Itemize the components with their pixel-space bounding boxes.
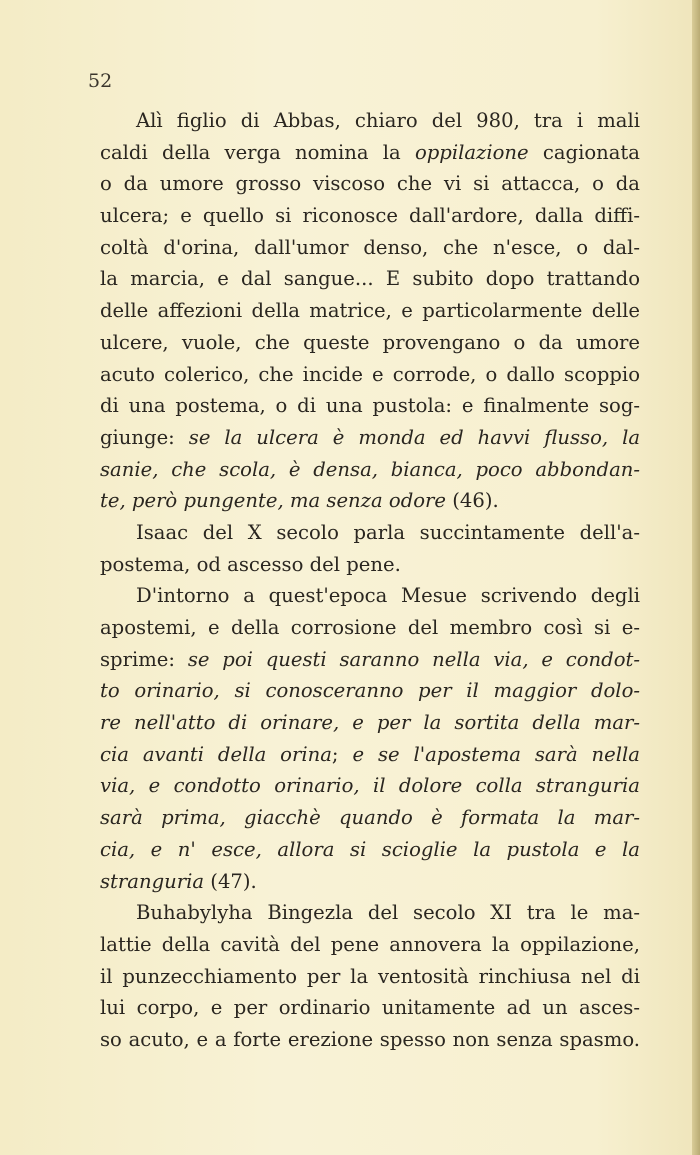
text-line [100,866,640,898]
italic-text: te, però pungente, ma senza odore [100,489,447,513]
text-line [100,485,640,517]
text-segment: (47). [204,869,257,893]
text-segment: lattie della cavità del pene annovera la oppilazione, [100,932,640,956]
text-segment: cagionata [528,140,640,164]
text-line [100,200,640,232]
text-line [100,422,640,454]
text-line [100,517,640,549]
text-line [100,327,640,359]
italic-text: to orinario, si conosceranno per il maggior dolo- [100,679,640,703]
text-line [100,612,640,644]
text-line [100,644,640,676]
text-line [100,359,640,391]
text-segment: ulcera; e quello si riconosce dall'ardore, dalla diffi- [100,204,640,228]
text-line [100,137,640,169]
italic-text: cia, e n' esce, allora si scioglie la pustola e la [100,837,640,861]
text-segment: D'intorno a quest'epoca Mesue scrivendo degli [136,584,640,608]
text-segment: ulcere, vuole, che queste provengano o da umore [100,330,640,354]
text-line [100,232,640,264]
italic-text: stranguria [100,869,205,893]
text-segment: postema, od ascesso del pene. [100,552,401,576]
text-line [100,168,640,200]
text-segment: sprime: [100,647,188,671]
italic-text: se poi questi saranno nella via, e condot- [187,647,640,671]
italic-text: e se l'apostema sarà nella [352,742,640,766]
text-segment: la marcia, e dal sangue... E subito dopo trattando [100,267,640,291]
text-line [100,454,640,486]
text-segment: giunge: [100,425,189,449]
italic-text: oppilazione [414,140,529,164]
text-line [100,263,640,295]
text-segment: lui corpo, e per ordinario unitamente ad un asces- [100,996,640,1020]
text-line [100,929,640,961]
text-segment: ; [331,742,353,766]
text-segment: coltà d'orina, dall'umor denso, che n'esce, o dal- [100,235,640,259]
text-line [100,739,640,771]
italic-text: cia avanti della orina [100,742,332,766]
text-line [100,549,640,581]
text-segment: (46). [446,489,499,513]
text-segment: o da umore grosso viscoso che vi si attacca, o da [100,172,640,196]
page-number: 52 [88,70,113,92]
text-line [100,580,640,612]
text-line [100,105,640,137]
text-line [100,390,640,422]
text-line [100,675,640,707]
body-text [100,105,640,1056]
italic-text: sanie, che scola, è densa, bianca, poco abbondan- [100,457,640,481]
text-segment: Alì figlio di Abbas, chiaro del 980, tra i mali [136,109,640,132]
text-line [100,707,640,739]
text-line [100,961,640,993]
text-line [100,992,640,1024]
text-line [100,770,640,802]
text-line [100,897,640,929]
italic-text: se la ulcera è monda ed havvi flusso, la [188,425,641,449]
text-segment: acuto colerico, che incide e corrode, o dallo scoppio [100,362,640,386]
text-line [100,802,640,834]
text-segment: Isaac del X secolo parla succintamente dell'a- [136,520,640,544]
text-segment: apostemi, e della corrosione del membro così si e- [100,616,640,639]
text-segment: di una postema, o di una pustola: e finalmente sog- [100,394,640,418]
text-segment: caldi della verga nomina la [100,140,415,164]
italic-text: sarà prima, giacchè quando è formata la mar- [100,806,640,830]
text-line [100,834,640,866]
page-edge [692,0,700,1155]
text-segment: Buhabylyha Bingezla del secolo XI tra le ma- [136,901,640,925]
text-line [100,1024,640,1056]
italic-text: via, e condotto orinario, il dolore colla stranguria [100,774,640,798]
text-segment: delle affezioni della matrice, e particolarmente delle [100,299,640,323]
italic-text: re nell'atto di orinare, e per la sortita della mar- [100,711,640,735]
text-line [100,295,640,327]
text-segment: il punzecchiamento per la ventosità rinchiusa nel di [100,964,640,988]
text-segment: so acuto, e a forte erezione spesso non senza spasmo. [100,1027,640,1051]
